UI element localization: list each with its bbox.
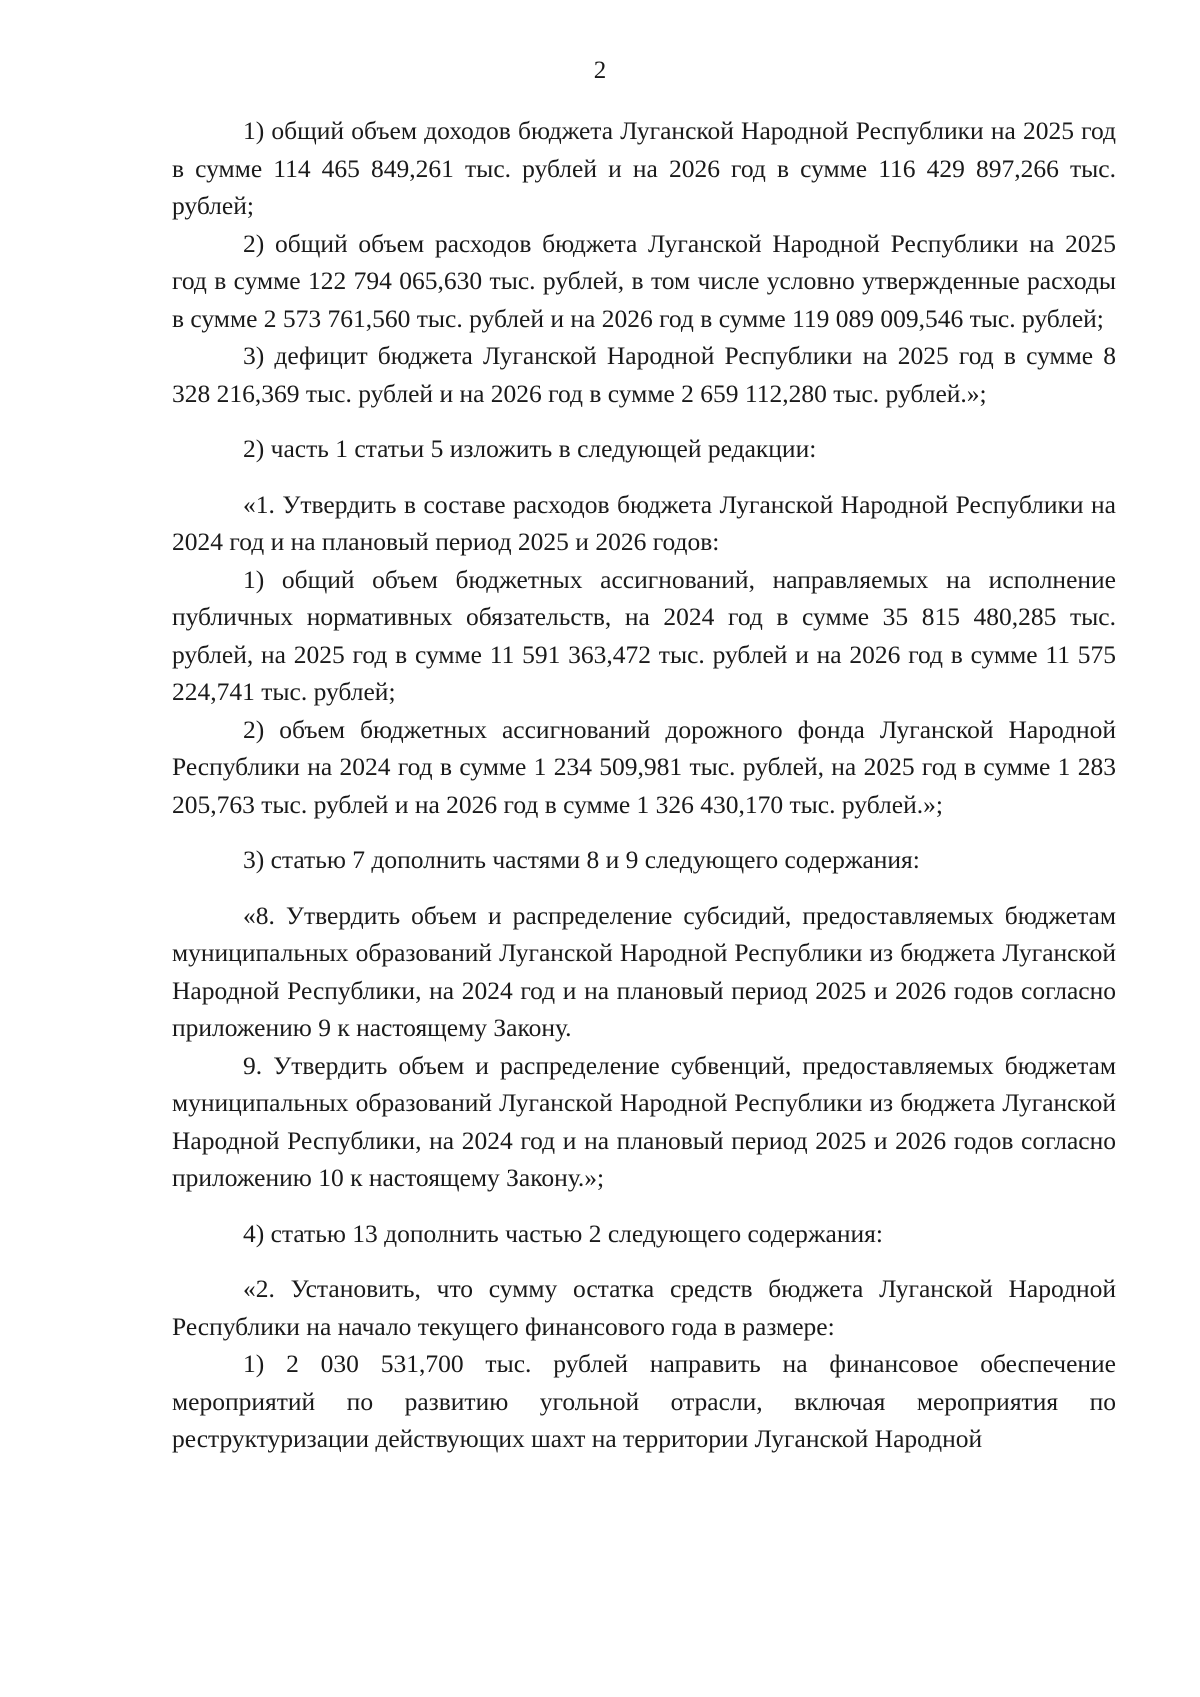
paragraph-amend-article-7: 3) статью 7 дополнить частями 8 и 9 следующего содержания: [243,845,920,874]
paragraph-total-expenditure: 2) общий объем расходов бюджета Луганской Народной Республики на 2025 год в сумме 122 794 065,630 тыс. рублей, в том числе условно утвержденные расходы в сумме 2 573 761,560 тыс. рублей и на 2026 год в сумме 119 089 009,546 тыс. рублей; [172,228,1116,333]
paragraph-article-5-part-1: «1. Утвердить в составе расходов бюджета Луганской Народной Республики на 2024 год и на плановый период 2025 и 2026 годов: [172,489,1116,556]
document-body [172,112,1116,1458]
paragraph-spacer [172,1252,1116,1270]
paragraph-article-13-part-2: «2. Установить, что сумму остатка средств бюджета Луганской Народной Республики на начало текущего финансового года в размере: [172,1274,1116,1341]
paragraph-spacer [172,823,1116,841]
paragraph-spacer [172,879,1116,897]
paragraph-road-fund: 2) объем бюджетных ассигнований дорожного фонда Луганской Народной Республики на 2024 год в сумме 1 234 509,981 тыс. рублей, на 2025 год в сумме 1 283 205,763 тыс. рублей и на 2026 год в сумме 1 326 430,170 тыс. рублей.»; [172,714,1116,819]
paragraph-total-revenue: 1) общий объем доходов бюджета Луганской Народной Республики на 2025 год в сумме 114 465 849,261 тыс. рублей и на 2026 год в сумме 116 429 897,266 тыс. рублей; [172,116,1116,220]
page-number: 2 [593,57,607,84]
paragraph-amend-article-5: 2) часть 1 статьи 5 изложить в следующей редакции: [243,434,817,463]
paragraph-article-7-part-9: 9. Утвердить объем и распределение субвенций, предоставляемых бюджетам муниципальных образований Луганской Народной Республики из бюджета Луганской Народной Республики, на 2024 год и на плановый период 2025 и 2026 годов согласно приложению 10 к настоящему Закону.»; [172,1050,1116,1192]
paragraph-coal-industry: 1) 2 030 531,700 тыс. рублей направить на финансовое обеспечение мероприятий по развитию угольной отрасли, включая мероприятия по реструктуризации действующих шахт на территории Луганской Народной [172,1349,1116,1453]
paragraph-article-7-part-8: «8. Утвердить объем и распределение субсидий, предоставляемых бюджетам муниципальных образований Луганской Народной Республики из бюджета Луганской Народной Республики, на 2024 год и на плановый период 2025 и 2026 годов согласно приложению 9 к настоящему Закону. [172,900,1116,1042]
paragraph-spacer [172,468,1116,486]
paragraph-budget-deficit: 3) дефицит бюджета Луганской Народной Республики на 2025 год в сумме 8 328 216,369 тыс. рублей и на 2026 год в сумме 2 659 112,280 тыс. рублей.»; [172,341,1116,408]
paragraph-amend-article-13: 4) статью 13 дополнить частью 2 следующего содержания: [243,1218,883,1248]
paragraph-spacer [172,1197,1116,1215]
paragraph-public-obligations: 1) общий объем бюджетных ассигнований, направляемых на исполнение публичных нормативных обязательств, на 2024 год в сумме 35 815 480,285 тыс. рублей, на 2025 год в сумме 11 591 363,472 тыс. рублей и на 2026 год в сумме 11 575 224,741 тыс. рублей; [172,564,1116,706]
paragraph-spacer [172,412,1116,430]
